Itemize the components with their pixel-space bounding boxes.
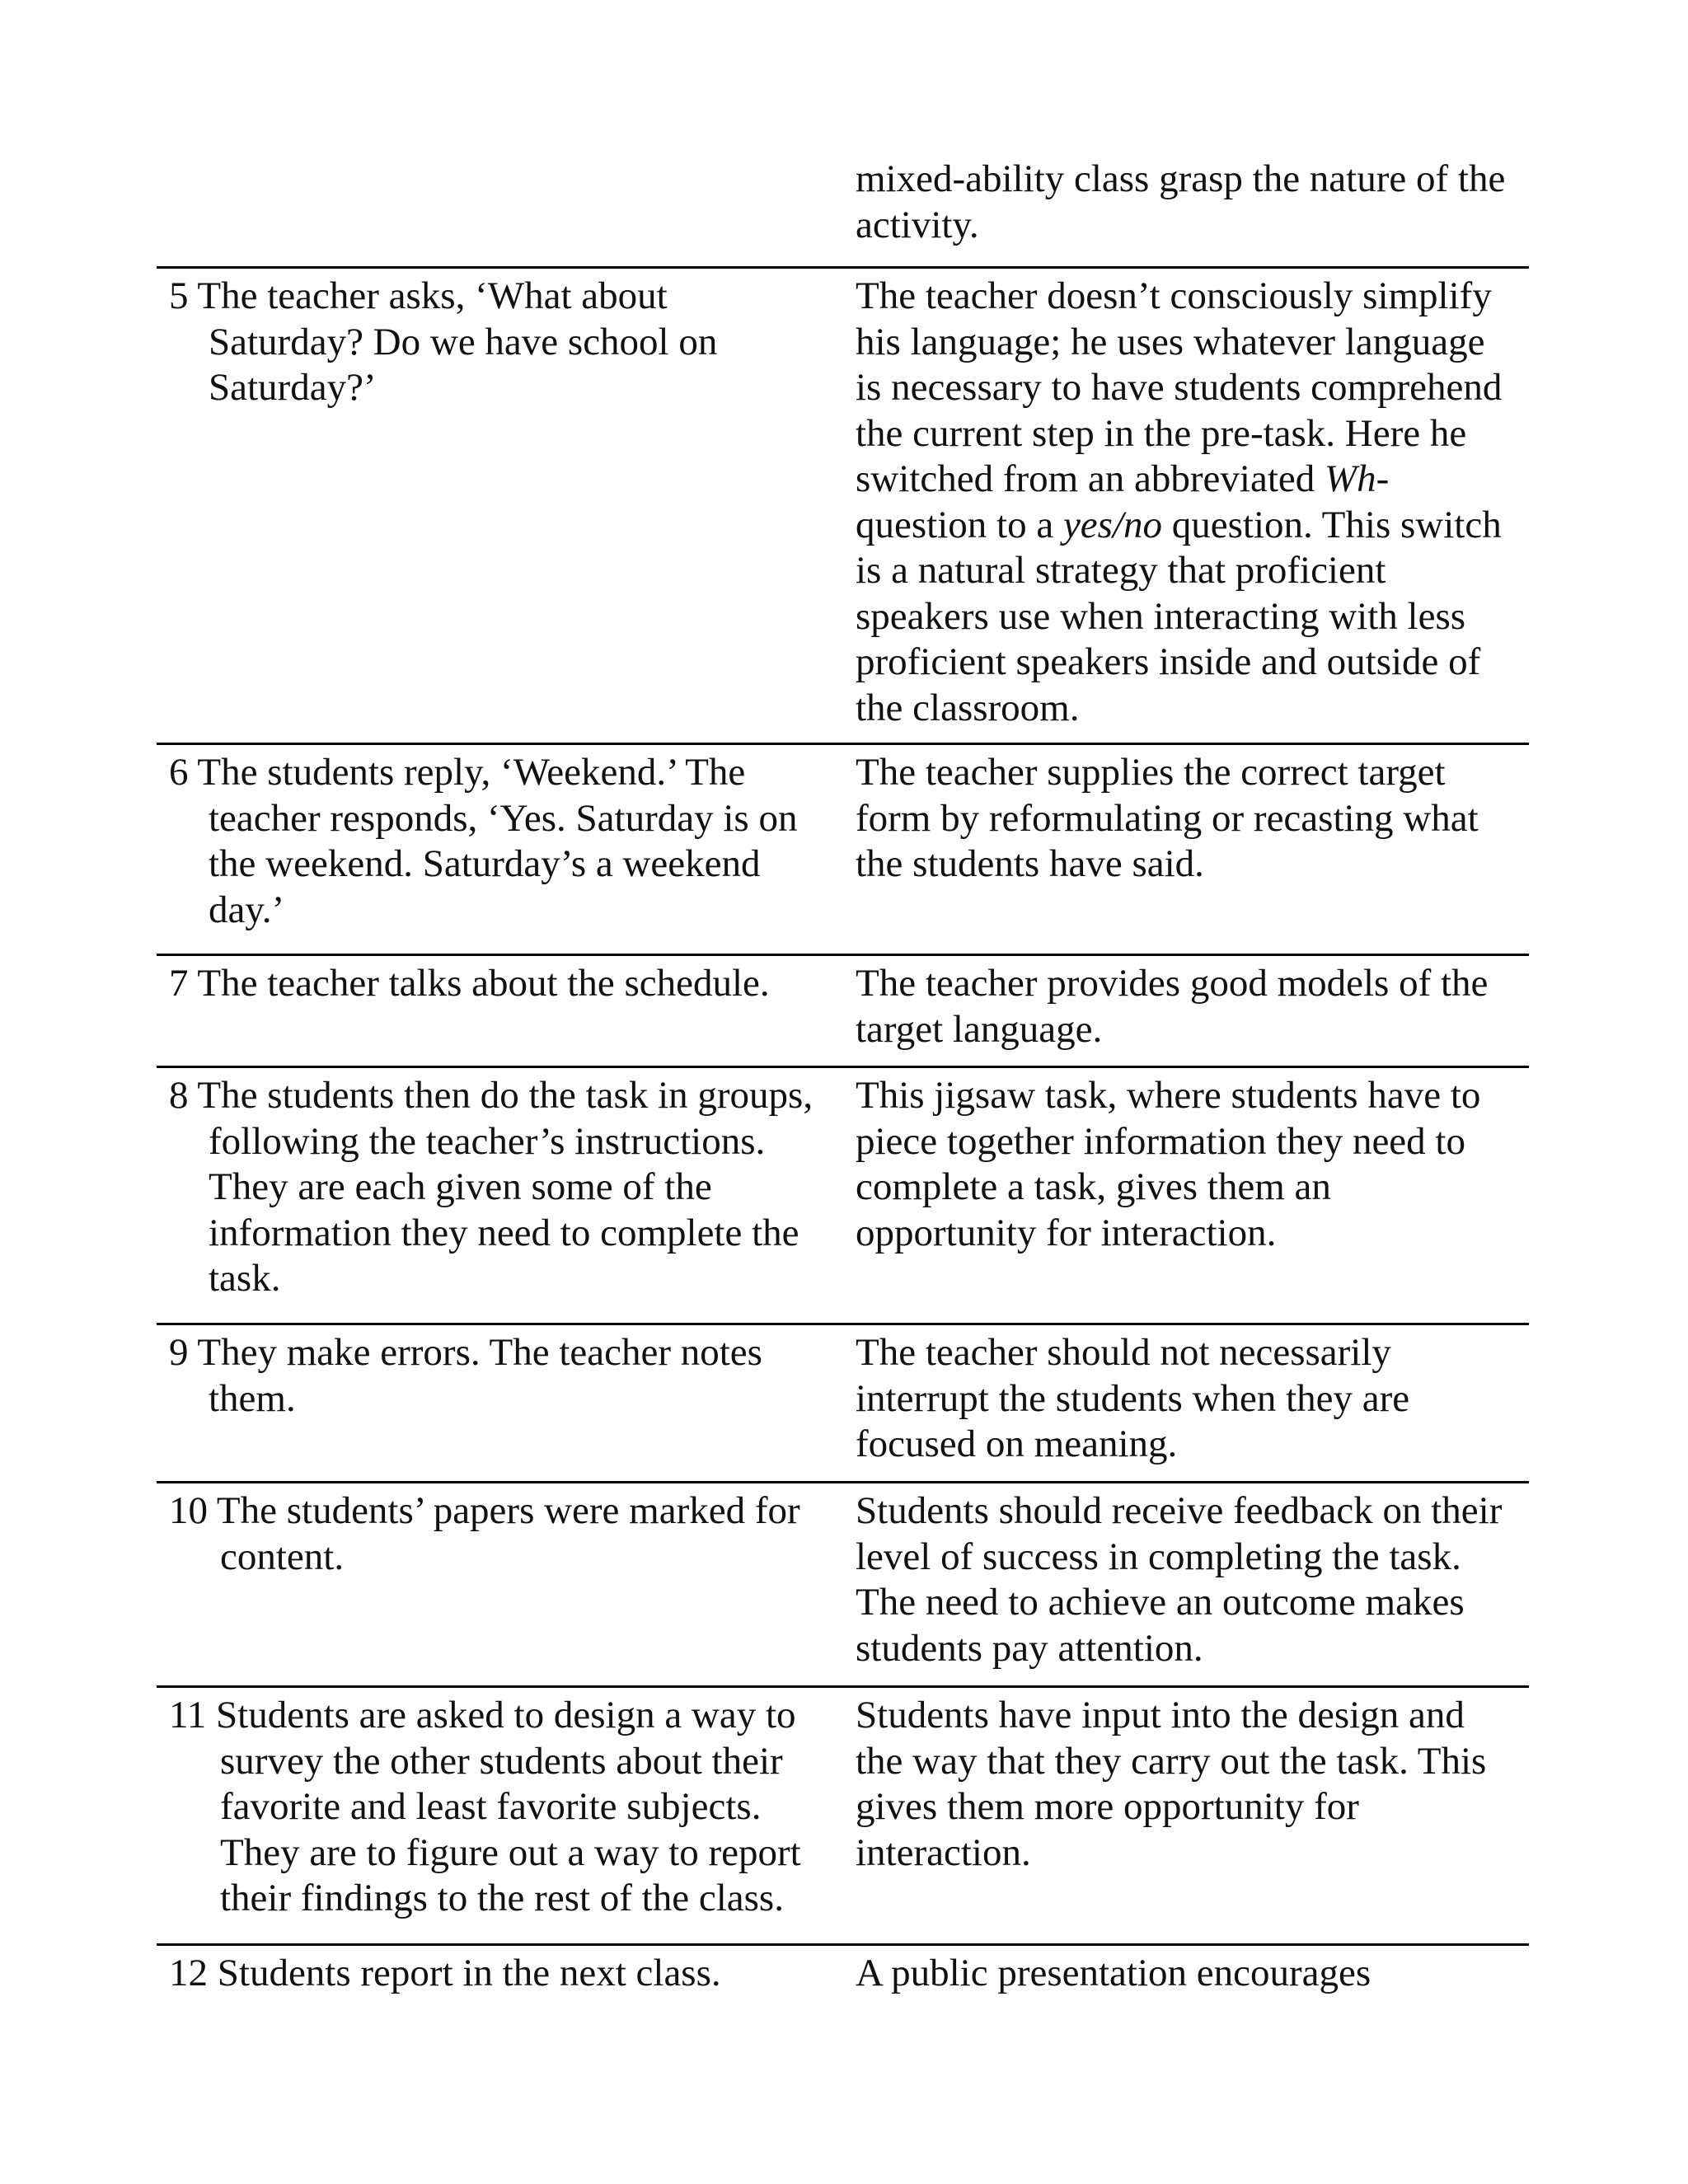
table-row — [157, 1943, 1529, 1994]
table-cell-left — [169, 961, 837, 1007]
italic-term: yes/no — [1062, 503, 1163, 546]
text-line: They are each given some of the — [209, 1165, 712, 1208]
text-line: his language; he uses whatever language — [856, 320, 1485, 363]
text-line: focused on meaning. — [856, 1422, 1178, 1465]
text-line: level of success in completing the task. — [856, 1535, 1461, 1578]
text-line: This jigsaw task, where students have to — [856, 1074, 1481, 1117]
text-fragment: question to a — [856, 503, 1063, 546]
table-cell-right — [856, 1488, 1527, 1671]
table-row — [157, 1323, 1529, 1465]
text-line: activity. — [856, 203, 979, 246]
text-line — [856, 457, 1527, 503]
text-line: The teacher provides good models of the — [856, 962, 1489, 1005]
text-line: Students should receive feedback on their — [856, 1489, 1503, 1532]
table-cell-right — [856, 1330, 1527, 1468]
table-cell-right — [856, 750, 1527, 888]
table-row — [157, 1685, 1529, 1919]
text-line: is a natural strategy that proficient — [856, 549, 1386, 592]
table-cell-left — [169, 1693, 837, 1922]
text-line: 11 Students are asked to design a way to — [169, 1694, 796, 1736]
table-cell-left — [169, 274, 837, 411]
text-line: interrupt the students when they are — [856, 1376, 1410, 1420]
text-line: them. — [209, 1376, 296, 1420]
table-row — [157, 743, 1529, 931]
table-cell-right — [856, 157, 1527, 248]
text-line: 10 The students’ papers were marked for — [169, 1489, 800, 1532]
text-line: interaction. — [856, 1830, 1031, 1874]
text-line: opportunity for interaction. — [856, 1211, 1277, 1254]
text-line: A public presentation encourages — [856, 1952, 1372, 1994]
text-line: the students have said. — [856, 842, 1204, 885]
table-cell-right — [856, 274, 1527, 731]
text-line: 6 The students reply, ‘Weekend.’ The — [169, 751, 746, 794]
text-line: complete a task, gives them an — [856, 1165, 1331, 1208]
table-row — [157, 1481, 1529, 1670]
text-line — [856, 503, 1527, 549]
text-line: 12 Students report in the next class. — [169, 1952, 721, 1994]
table-cell-right — [856, 961, 1527, 1052]
table-cell-left — [169, 750, 837, 933]
table-cell-left — [169, 1330, 837, 1422]
text-line: is necessary to have students comprehend — [856, 366, 1503, 409]
text-line: teacher responds, ‘Yes. Saturday is on — [209, 796, 798, 840]
text-line: Students have input into the design and — [856, 1694, 1465, 1736]
text-line: following the teacher’s instructions. — [209, 1119, 766, 1163]
text-line: The teacher doesn’t consciously simplify — [856, 274, 1492, 317]
text-line: Saturday? Do we have school on — [209, 320, 718, 363]
text-line: information they need to complete the — [209, 1211, 799, 1254]
table-row — [157, 266, 1529, 729]
text-line: task. — [209, 1257, 281, 1300]
text-line: 7 The teacher talks about the schedule. — [169, 962, 770, 1005]
text-line: form by reformulating or recasting what — [856, 796, 1479, 840]
text-line: The need to achieve an outcome makes — [856, 1581, 1465, 1624]
text-line: 5 The teacher asks, ‘What about — [169, 274, 668, 317]
text-line: mixed-ability class grasp the nature of the — [856, 157, 1506, 200]
text-line: students pay attention. — [856, 1626, 1203, 1670]
table-cell-right — [856, 1693, 1527, 1876]
text-line: favorite and least favorite subjects. — [220, 1785, 762, 1828]
text-line: day.’ — [209, 888, 285, 931]
text-fragment: question. This switch — [1162, 503, 1502, 546]
text-line: Saturday?’ — [209, 366, 377, 409]
text-line: the weekend. Saturday’s a weekend — [209, 842, 761, 885]
table-cell-left — [169, 1488, 837, 1580]
text-line: They are to figure out a way to report — [220, 1830, 801, 1874]
text-line: survey the other students about their — [220, 1739, 783, 1783]
text-line: their findings to the rest of the class. — [220, 1877, 784, 1919]
text-fragment: switched from an abbreviated — [856, 457, 1325, 500]
text-line: content. — [220, 1535, 345, 1578]
text-line: the classroom. — [856, 686, 1080, 729]
text-line: speakers use when interacting with less — [856, 594, 1466, 638]
table-cell-left — [169, 1951, 837, 1997]
table-row — [157, 954, 1529, 1051]
text-line: 9 They make errors. The teacher notes — [169, 1331, 762, 1374]
text-line: The teacher should not necessarily — [856, 1331, 1391, 1374]
italic-term: Wh- — [1325, 457, 1390, 500]
table-row — [157, 1066, 1529, 1300]
text-line: piece together information they need to — [856, 1119, 1465, 1163]
text-line: proficient speakers inside and outside of — [856, 640, 1481, 683]
text-line: target language. — [856, 1007, 1103, 1051]
text-line: 8 The students then do the task in groups, — [169, 1074, 814, 1117]
text-line: the current step in the pre-task. Here he — [856, 411, 1467, 455]
table-cell-right — [856, 1073, 1527, 1256]
text-line: The teacher supplies the correct target — [856, 751, 1446, 794]
table-cell-right — [856, 1951, 1527, 1997]
text-line: gives them more opportunity for — [856, 1785, 1359, 1828]
text-line: the way that they carry out the task. This — [856, 1739, 1487, 1783]
table-cell-left — [169, 1073, 837, 1302]
